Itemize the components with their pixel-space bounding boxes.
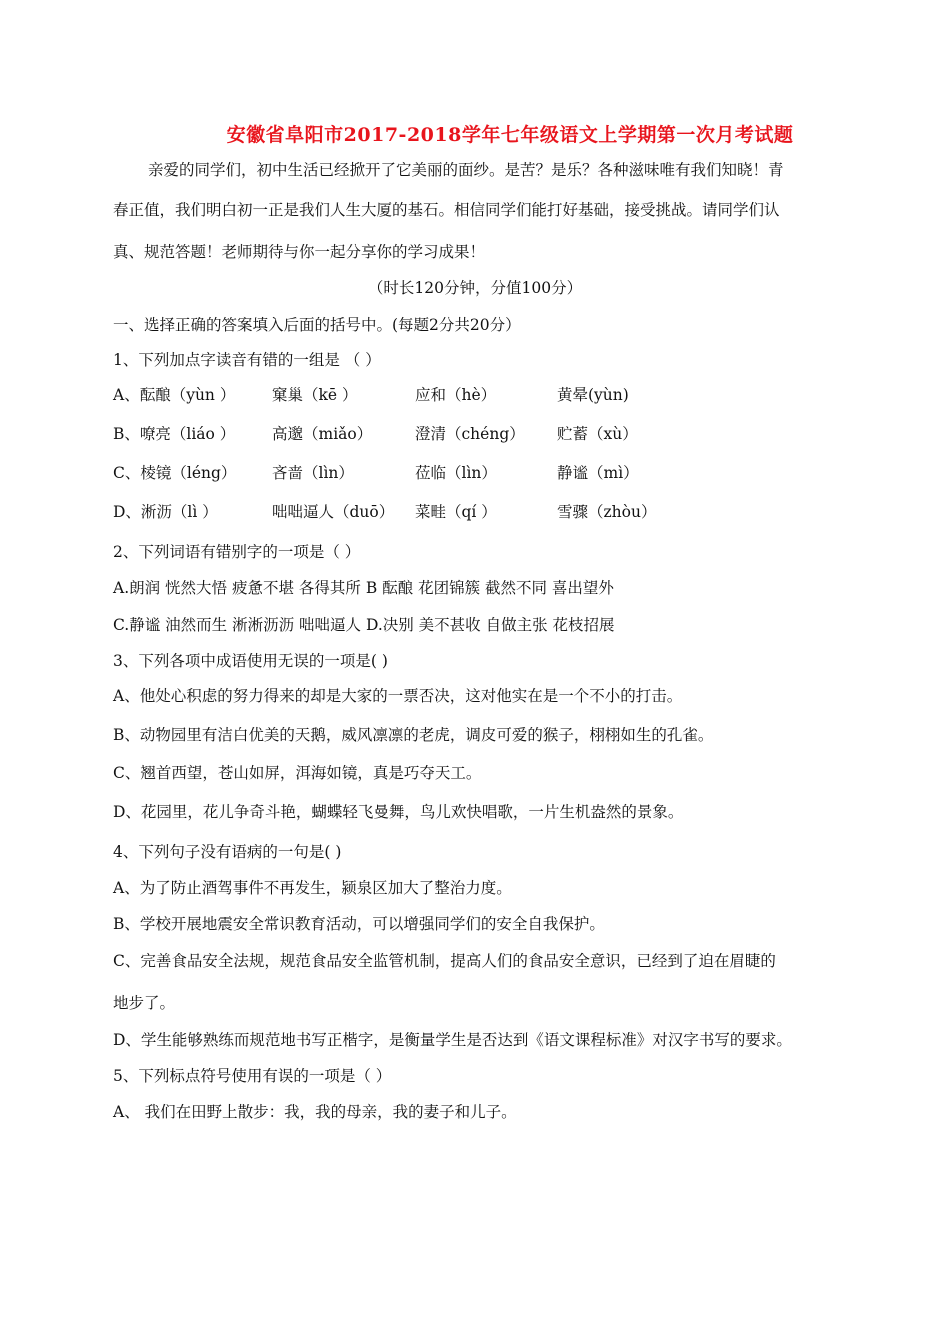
q4-option-a: A、为了防止酒驾事件不再发生，颍泉区加大了整治力度。 [113,879,512,897]
q1-d-3: 菜畦（qí ） [415,503,497,521]
q1-b-4: 贮蓄（xù） [557,425,638,443]
q4-option-d: D、学生能够熟练而规范地书写正楷字，是衡量学生是否达到《语文课程标准》对汉字书写的要求。 [113,1031,792,1049]
q1-b-3: 澄清（chéng） [415,425,525,443]
q1-d-2: 咄咄逼人（duō） [272,503,395,521]
intro-line-1: 亲爱的同学们，初中生活已经掀开了它美丽的面纱。是苦？是乐？各种滋味唯有我们知晓！青 [148,161,784,179]
q3-option-b: B、动物园里有洁白优美的天鹅，威风凛凛的老虎，调皮可爱的猴子，栩栩如生的孔雀。 [113,726,714,744]
q5-stem: 5、下列标点符号使用有误的一项是（ ） [113,1067,392,1085]
q1-c-4: 静谧（mì） [557,464,639,482]
q3-option-d: D、花园里，花儿争奇斗艳，蝴蝶轻飞曼舞，鸟儿欢快唱歌，一片生机盎然的景象。 [113,803,684,821]
q3-stem: 3、下列各项中成语使用无误的一项是( ) [113,652,388,670]
q1-stem: 1、下列加点字读音有错的一组是 （ ） [113,351,381,369]
q3-option-c: C、翘首西望，苍山如屏，洱海如镜，真是巧夺天工。 [113,764,482,782]
q1-c-3: 莅临（lìn） [415,464,497,482]
q1-b-2: 高邈（miǎo） [272,425,373,443]
section-1-heading: 一、选择正确的答案填入后面的括号中。(每题2分共20分） [113,316,521,334]
q1-a-4: 黄晕(yùn) [557,386,629,404]
q2-options-cd: C.静谧 油然而生 淅淅沥沥 咄咄逼人 D.决别 美不甚收 自做主张 花枝招展 [113,616,615,634]
time-note: （时长120分钟，分值100分） [367,279,583,297]
q1-d-4: 雪骤（zhòu） [557,503,657,521]
q4-option-c-line-1: C、完善食品安全法规，规范食品安全监管机制，提高人们的食品安全意识，已经到了迫在眉睫的 [113,952,776,970]
q4-stem: 4、下列句子没有语病的一句是( ) [113,843,342,861]
q5-option-a: A、 我们在田野上散步：我，我的母亲，我的妻子和儿子。 [113,1103,517,1121]
exam-title: 安徽省阜阳市2017-2018学年七年级语文上学期第一次月考试题 [226,124,794,146]
q1-a-1: A、酝酿（yùn ） [113,386,236,404]
q1-c-1: C、棱镜（léng） [113,464,237,482]
q4-option-c-line-2: 地步了。 [113,994,176,1012]
q2-stem: 2、下列词语有错别字的一项是（ ） [113,543,361,561]
intro-line-3: 真、规范答题！老师期待与你一起分享你的学习成果！ [113,243,486,261]
q2-options-ab: A.朗润 恍然大悟 疲惫不堪 各得其所 B 酝酿 花团锦簇 截然不同 喜出望外 [113,579,614,597]
q1-a-3: 应和（hè） [415,386,497,404]
q1-b-1: B、嘹亮（liáo ） [113,425,236,443]
q1-c-2: 吝啬（lìn） [272,464,354,482]
q1-a-2: 窠巢（kē ） [272,386,358,404]
q1-d-1: D、淅沥（lì ） [113,503,218,521]
intro-line-2: 春正值，我们明白初一正是我们人生大厦的基石。相信同学们能打好基础，接受挑战。请同学们认 [113,201,780,219]
q4-option-b: B、学校开展地震安全常识教育活动，可以增强同学们的安全自我保护。 [113,915,605,933]
q3-option-a: A、他处心积虑的努力得来的却是大家的一票否决，这对他实在是一个不小的打击。 [113,687,683,705]
